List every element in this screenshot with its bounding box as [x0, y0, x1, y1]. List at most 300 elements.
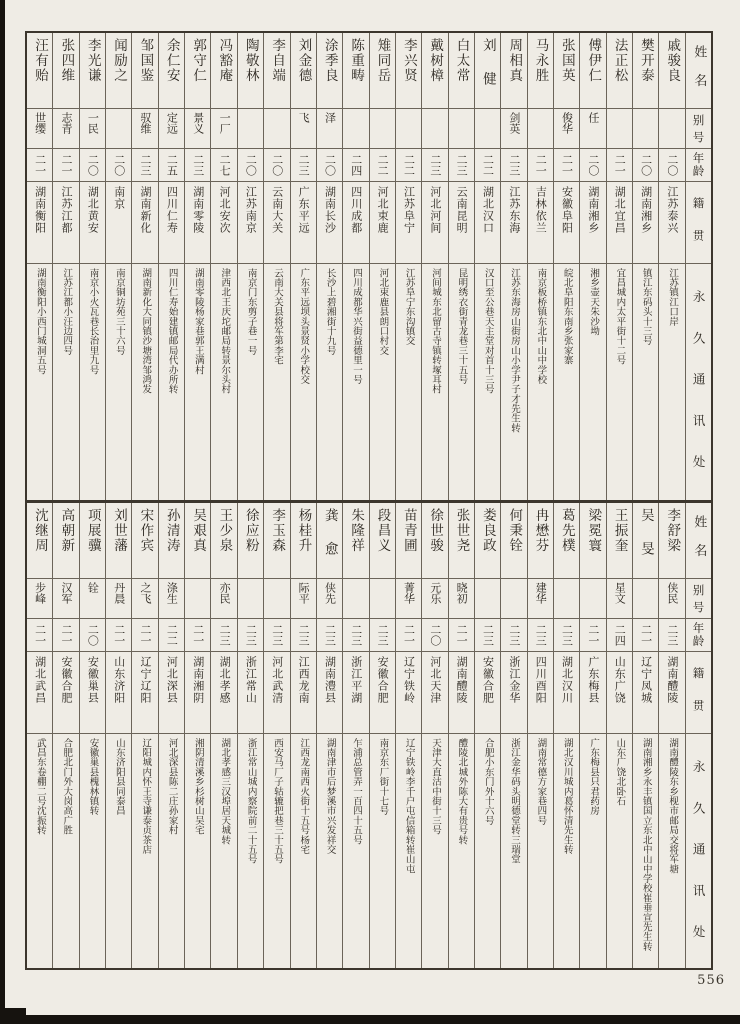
person-age: 二三 [560, 624, 574, 646]
person-name: 王振奎 [611, 508, 628, 554]
person-native-cell [291, 652, 316, 734]
person-alias-cell [27, 109, 52, 149]
person-name: 傅伊仁 [585, 38, 602, 84]
person-age-cell [185, 619, 210, 652]
person-age-cell [396, 149, 421, 182]
person-address: 江苏阜宁东沟镇交 [403, 268, 415, 346]
person-address: 宜昌城内太平街十二号 [614, 268, 626, 365]
person-native-cell [317, 182, 342, 264]
person-age: 二一 [455, 624, 469, 646]
person-address: 浙江常山城内察院前二十五号 [245, 738, 257, 864]
person-address-cell [528, 264, 553, 500]
person-column [395, 503, 421, 968]
person-name: 朱隆祥 [348, 508, 365, 554]
person-name: 沈继周 [32, 508, 49, 554]
person-address: 津西北王庆坨邮局转景尔头村 [219, 268, 231, 394]
person-alias: 建华 [534, 582, 548, 604]
person-address-cell [343, 734, 368, 968]
person-age: 二三 [218, 624, 232, 646]
person-native-cell [238, 652, 263, 734]
person-name-cell [211, 503, 236, 579]
person-column [79, 503, 105, 968]
person-column [658, 503, 684, 968]
person-name-cell [475, 33, 500, 109]
person-native-place: 湖北宜昌 [613, 186, 627, 234]
person-address: 昆明绣衣街青龙巷三十五号 [456, 268, 468, 385]
person-age: 二一 [639, 624, 653, 646]
person-native-cell [607, 182, 632, 264]
person-age: 二三 [139, 154, 153, 176]
person-age-cell [607, 149, 632, 182]
person-address-cell [238, 264, 263, 500]
person-alias: 驭维 [139, 112, 153, 134]
person-column [316, 33, 342, 500]
person-native-cell [159, 182, 184, 264]
person-name-cell [633, 33, 658, 109]
person-age-cell [343, 149, 368, 182]
person-age: 二〇 [665, 154, 679, 176]
page-number: 556 [697, 973, 725, 988]
person-name-cell [159, 503, 184, 579]
person-age: 二三 [297, 154, 311, 176]
person-age-cell [27, 619, 52, 652]
person-age-cell [370, 149, 395, 182]
person-age-cell [396, 619, 421, 652]
person-native-place: 安徽合肥 [376, 656, 390, 704]
person-alias-cell [264, 579, 289, 619]
person-age-cell [633, 619, 658, 652]
person-alias: 一民 [86, 112, 100, 134]
person-alias: 俊华 [560, 112, 574, 134]
person-age: 二〇 [428, 624, 442, 646]
person-alias-cell [449, 579, 474, 619]
header-native-cell [686, 182, 711, 264]
person-native-cell [80, 652, 105, 734]
person-age: 二三 [455, 154, 469, 176]
person-age: 二三 [270, 624, 284, 646]
person-name: 高朝新 [58, 508, 75, 554]
person-age: 二〇 [244, 154, 258, 176]
person-name-cell [211, 33, 236, 109]
person-age-cell [159, 619, 184, 652]
person-name-cell [501, 33, 526, 109]
person-native-cell [554, 652, 579, 734]
person-native-cell [27, 652, 52, 734]
person-age-cell [343, 619, 368, 652]
person-age-cell [659, 619, 684, 652]
person-address-cell [370, 734, 395, 968]
person-address: 汉口至公巷天主堂对首十三号 [482, 268, 494, 394]
header-age-label: 年龄 [691, 152, 706, 178]
person-name: 郭守仁 [190, 38, 207, 84]
person-address-cell [422, 734, 447, 968]
person-native-cell [317, 652, 342, 734]
person-address-cell [291, 734, 316, 968]
person-address: 南京板桥镇东北中山中学校 [535, 268, 547, 385]
person-column [448, 33, 474, 500]
person-name-cell [291, 33, 316, 109]
person-alias-cell [132, 579, 157, 619]
person-native-place: 湖南湘乡 [639, 186, 653, 234]
person-age: 二一 [534, 154, 548, 176]
person-alias-cell [106, 579, 131, 619]
person-native-place: 湖南衡阳 [33, 186, 47, 234]
person-address-cell [185, 734, 210, 968]
person-column [237, 33, 263, 500]
person-address-cell [132, 264, 157, 500]
person-alias: 侠民 [665, 582, 679, 604]
person-name-cell [317, 33, 342, 109]
person-address: 湖南醴陵东乡枧市邮局交将军塘 [667, 738, 679, 874]
person-address-cell [317, 734, 342, 968]
person-alias-cell [370, 579, 395, 619]
header-name-cell [686, 33, 711, 109]
person-alias-cell [185, 109, 210, 149]
person-column [421, 503, 447, 968]
person-native-place: 河北武清 [270, 656, 284, 704]
person-native-cell [264, 182, 289, 264]
person-native-place: 四川仁寿 [165, 186, 179, 234]
person-age: 二三 [323, 624, 337, 646]
person-name-cell [449, 503, 474, 579]
person-name: 吴旻 [637, 508, 654, 576]
person-name: 梁冕寰 [585, 508, 602, 554]
person-alias-cell [607, 109, 632, 149]
person-address-cell [211, 264, 236, 500]
person-age: 二三 [507, 154, 521, 176]
person-age: 二二 [481, 154, 495, 176]
person-age-cell [132, 149, 157, 182]
person-native-place: 广东梅县 [586, 656, 600, 704]
person-age-cell [106, 619, 131, 652]
person-native-cell [106, 652, 131, 734]
person-name-cell [422, 503, 447, 579]
header-address-label: 永久通讯处 [691, 290, 707, 497]
person-alias: 侠先 [323, 582, 337, 604]
person-native-cell [27, 182, 52, 264]
person-address: 皖北阜阳东南乡张家寨 [561, 268, 573, 365]
person-age-cell [475, 149, 500, 182]
person-address: 合肥北门外大岗高广胜 [61, 738, 73, 835]
person-address: 湖北汉川城内葛怀清先生转 [561, 738, 573, 855]
person-alias-cell [53, 109, 78, 149]
person-column [395, 33, 421, 500]
person-name: 段昌义 [374, 508, 391, 554]
person-native-place: 湖南长沙 [323, 186, 337, 234]
person-address-cell [607, 734, 632, 968]
person-native-place: 安徽合肥 [481, 656, 495, 704]
person-name: 张国英 [558, 38, 575, 84]
person-column [290, 33, 316, 500]
person-name: 余仁安 [163, 38, 180, 84]
person-native-cell [659, 182, 684, 264]
person-name: 项展骥 [84, 508, 101, 554]
person-age: 二一 [139, 624, 153, 646]
person-age: 二〇 [112, 154, 126, 176]
header-native-label: 籍贯 [691, 197, 706, 262]
person-address-cell [528, 734, 553, 968]
person-age-cell [264, 619, 289, 652]
person-alias: 亦民 [218, 582, 232, 604]
person-alias-cell [27, 579, 52, 619]
person-age-cell [159, 149, 184, 182]
person-column [52, 503, 78, 968]
person-age: 二一 [560, 154, 574, 176]
person-age-cell [291, 149, 316, 182]
scan-edge-bottom [0, 1015, 740, 1024]
person-native-cell [132, 652, 157, 734]
person-name-cell [370, 503, 395, 579]
person-column [474, 33, 500, 500]
person-native-place: 浙江平湖 [349, 656, 363, 704]
person-age: 二三 [376, 624, 390, 646]
person-native-cell [343, 652, 368, 734]
person-alias-cell [132, 109, 157, 149]
header-age-label: 年龄 [691, 622, 706, 648]
person-column [158, 33, 184, 500]
person-address-cell [159, 734, 184, 968]
person-address-cell [27, 734, 52, 968]
person-age: 二一 [191, 624, 205, 646]
person-native-cell [80, 182, 105, 264]
person-age: 二一 [33, 154, 47, 176]
person-alias-cell [633, 579, 658, 619]
person-alias: 丹晨 [112, 582, 126, 604]
person-native-cell [554, 182, 579, 264]
header-name-label: 姓名 [691, 515, 707, 573]
person-native-cell [238, 182, 263, 264]
person-name: 王少泉 [216, 508, 233, 554]
person-native-cell [370, 182, 395, 264]
person-native-place: 浙江金华 [507, 656, 521, 704]
person-age-cell [238, 149, 263, 182]
person-address: 天津大直沽中街十三号 [430, 738, 442, 835]
person-name-cell [528, 33, 553, 109]
person-address: 辽宁铁岭李千户屯信箱转崔山屯 [403, 738, 415, 874]
person-name-cell [422, 33, 447, 109]
person-age: 二一 [60, 624, 74, 646]
person-native-place: 河北天津 [428, 656, 442, 704]
person-native-place: 江苏泰兴 [665, 186, 679, 234]
person-address-cell [607, 264, 632, 500]
person-address: 云南大关县将军第李宅 [271, 268, 283, 365]
person-name: 汪有贻 [32, 38, 49, 84]
person-native-place: 湖南湘阴 [191, 656, 205, 704]
person-name: 何秉铨 [506, 508, 523, 554]
person-name: 刘世藩 [111, 508, 128, 554]
person-native-place: 安徽巢县 [86, 656, 100, 704]
person-name: 白太常 [453, 38, 470, 84]
person-name: 涂季良 [321, 38, 338, 84]
person-name-cell [264, 33, 289, 109]
person-address: 湘阴清溪乡杉树山吴宅 [192, 738, 204, 835]
person-age: 二〇 [86, 624, 100, 646]
person-age-cell [501, 619, 526, 652]
person-column [342, 503, 368, 968]
person-alias: 步峰 [33, 582, 47, 604]
person-name: 张四维 [58, 38, 75, 84]
row-header-column [685, 33, 711, 500]
person-alias-cell [211, 579, 236, 619]
person-age: 二三 [481, 624, 495, 646]
person-alias-cell [475, 109, 500, 149]
person-column [290, 503, 316, 968]
person-column [342, 33, 368, 500]
person-native-cell [528, 652, 553, 734]
person-native-place: 江苏阜宁 [402, 186, 416, 234]
person-native-cell [633, 652, 658, 734]
person-alias-cell [317, 579, 342, 619]
person-column [237, 503, 263, 968]
person-name-cell [132, 503, 157, 579]
person-name-cell [264, 503, 289, 579]
header-alias-cell [686, 579, 711, 619]
person-native-cell [475, 652, 500, 734]
person-name: 孙清涛 [163, 508, 180, 554]
person-name: 雉同岳 [374, 38, 391, 84]
person-alias: 菁华 [402, 582, 416, 604]
person-address: 山东广饶北卧石 [614, 738, 626, 806]
directory-tables [25, 31, 713, 970]
person-native-place: 安徽阜阳 [560, 186, 574, 234]
person-column [527, 503, 553, 968]
person-address: 武昌东卷棚二号沈振转 [34, 738, 46, 835]
person-name-cell [659, 503, 684, 579]
person-address: 江苏镇江口岸 [667, 268, 679, 327]
person-alias: 涤生 [165, 582, 179, 604]
person-alias: 剑英 [507, 112, 521, 134]
person-age-cell [528, 149, 553, 182]
person-alias: 晓初 [455, 582, 469, 604]
person-column [210, 33, 236, 500]
header-alias-label: 别号 [691, 584, 706, 618]
person-native-cell [211, 652, 236, 734]
person-alias: 任 [586, 112, 600, 123]
person-address-cell [659, 264, 684, 500]
person-native-place: 河北深县 [165, 656, 179, 704]
person-address: 湘乡壶天朱沙坳 [588, 268, 600, 336]
person-name: 吴艰真 [190, 508, 207, 554]
person-address-cell [501, 264, 526, 500]
person-address-cell [396, 734, 421, 968]
person-alias: 一厂 [218, 112, 232, 134]
header-alias-cell [686, 109, 711, 149]
person-address-cell [633, 734, 658, 968]
person-name-cell [580, 503, 605, 579]
bottom-table-columns [27, 503, 711, 968]
person-native-cell [185, 182, 210, 264]
person-alias-cell [659, 109, 684, 149]
person-column [474, 503, 500, 968]
person-name: 周相真 [506, 38, 523, 84]
person-name: 李自端 [269, 38, 286, 84]
person-native-place: 吉林依兰 [534, 186, 548, 234]
person-alias: 泽 [323, 112, 337, 123]
person-native-place: 湖北汉川 [560, 656, 574, 704]
person-alias: 元乐 [428, 582, 442, 604]
person-column [500, 33, 526, 500]
person-name-cell [53, 33, 78, 109]
person-address: 浙江金华码头明德堂转三瑞堂 [509, 738, 521, 864]
person-column [316, 503, 342, 968]
scan-edge-corner [0, 1008, 26, 1024]
person-column [658, 33, 684, 500]
person-name: 葛先樸 [558, 508, 575, 554]
person-column [27, 503, 52, 968]
person-address: 山东济阳县同泰昌 [113, 738, 125, 816]
person-alias-cell [528, 579, 553, 619]
person-name-cell [106, 503, 131, 579]
person-address: 湖南湘乡永丰镇国立东北中山中学校崔垂宣先生转 [640, 738, 652, 952]
person-name: 马永胜 [532, 38, 549, 84]
person-native-cell [475, 182, 500, 264]
person-address-cell [449, 734, 474, 968]
person-column [263, 33, 289, 500]
person-alias-cell [238, 579, 263, 619]
person-name: 戴树樟 [427, 38, 444, 84]
person-alias-cell [370, 109, 395, 149]
person-column [79, 33, 105, 500]
person-address-cell [370, 264, 395, 500]
person-alias-cell [396, 109, 421, 149]
person-name: 戚骏良 [664, 38, 681, 84]
person-column [105, 503, 131, 968]
person-alias-cell [80, 579, 105, 619]
person-address-cell [159, 264, 184, 500]
person-alias-cell [580, 579, 605, 619]
person-address-cell [106, 734, 131, 968]
person-alias-cell [343, 579, 368, 619]
person-alias-cell [528, 109, 553, 149]
person-address-cell [264, 264, 289, 500]
person-address-cell [580, 264, 605, 500]
person-column [27, 33, 52, 500]
person-address: 广东平远坝头景贤小学校交 [298, 268, 310, 385]
person-address: 合肥小东门外十六号 [482, 738, 494, 826]
person-native-place: 辽宁辽阳 [139, 656, 153, 704]
bottom-table [25, 502, 713, 970]
person-name-cell [106, 33, 131, 109]
person-native-place: 湖北孝感 [218, 656, 232, 704]
person-column [105, 33, 131, 500]
person-native-place: 湖南醴陵 [665, 656, 679, 704]
person-age: 二三 [534, 624, 548, 646]
person-alias-cell [659, 579, 684, 619]
person-address: 河北束鹿县朗口村交 [377, 268, 389, 356]
person-age: 二三 [507, 624, 521, 646]
person-name: 冉懋芬 [532, 508, 549, 554]
person-age-cell [264, 149, 289, 182]
person-name-cell [238, 503, 263, 579]
person-name-cell [343, 33, 368, 109]
person-alias: 志青 [60, 112, 74, 134]
person-address: 江苏东海房山街房山小学尹子才先生转 [509, 268, 521, 433]
person-age: 二一 [60, 154, 74, 176]
person-native-cell [422, 652, 447, 734]
person-age-cell [238, 619, 263, 652]
person-name: 龚愈 [321, 508, 338, 576]
person-address: 湖北孝感三汉埠居天城转 [219, 738, 231, 845]
person-age-cell [501, 149, 526, 182]
person-age-cell [80, 149, 105, 182]
person-name-cell [501, 503, 526, 579]
person-native-place: 四川成都 [349, 186, 363, 234]
person-alias: 汉军 [60, 582, 74, 604]
person-native-cell [264, 652, 289, 734]
person-native-place: 湖北黄安 [86, 186, 100, 234]
person-name-cell [132, 33, 157, 109]
header-native-label: 籍贯 [691, 667, 706, 732]
